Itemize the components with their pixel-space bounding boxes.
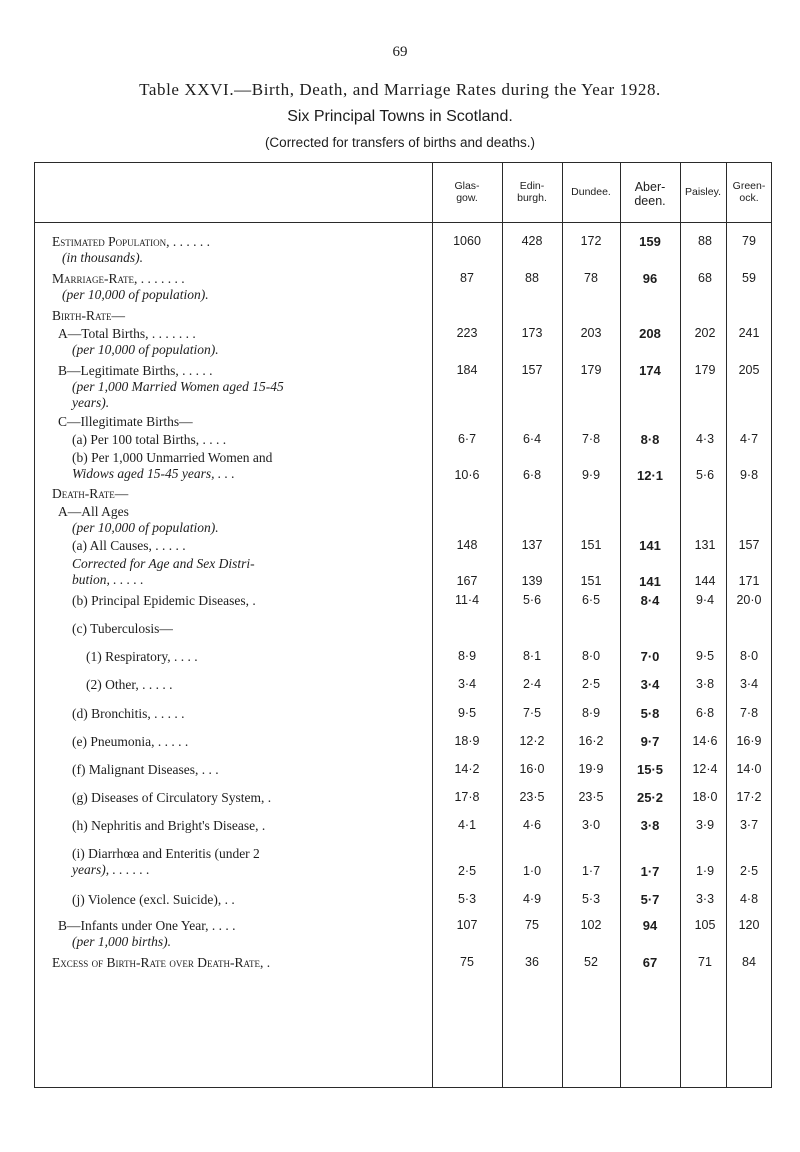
row-label: (c) Tuberculosis— [72, 621, 173, 636]
table-cell: 8·8 [640, 432, 660, 447]
table-cell: 6·8 [522, 468, 542, 482]
table-cell: 88 [525, 271, 539, 285]
table-cell: 3·4 [739, 677, 759, 691]
table-cell: 9·4 [695, 593, 715, 607]
row-label: (b) Per 1,000 Unmarried Women and [72, 450, 273, 465]
row-sublabel: Widows aged 15-45 years, . . . [72, 466, 235, 481]
row-label: Birth-Rate— [52, 308, 125, 323]
table-cell: 25·2 [636, 790, 664, 805]
row-sublabel: bution, . . . . . [72, 572, 144, 587]
table-cell: 2·5 [739, 864, 759, 878]
table-cell: 75 [460, 955, 474, 969]
table-cell: 10·6 [454, 468, 480, 482]
row-label: (i) Diarrhœa and Enteritis (under 2 [72, 846, 260, 861]
table-cell: 5·3 [581, 892, 601, 906]
table-cell: 2·5 [457, 864, 477, 878]
table-cell: 174 [639, 363, 661, 378]
table-cell: 8·0 [739, 649, 759, 663]
row-sublabel: (per 1,000 births). [72, 934, 171, 949]
column-header-dundee: Dundee. [571, 186, 611, 198]
row-label: Estimated Population, . . . . . . [52, 234, 211, 249]
row-label: Death-Rate— [52, 486, 129, 501]
table-cell: 102 [580, 918, 602, 932]
row-label: Corrected for Age and Sex Distri- [72, 556, 255, 571]
table-cell: 208 [639, 326, 661, 341]
table-cell: 96 [642, 271, 658, 286]
row-label: (f) Malignant Diseases, . . . [72, 762, 219, 777]
table-cell: 15·5 [636, 762, 664, 777]
table-cell: 131 [694, 538, 716, 552]
table-cell: 1060 [453, 234, 481, 248]
table-cell: 3·9 [695, 818, 715, 832]
table-cell: 179 [580, 363, 602, 377]
table-cell: 179 [694, 363, 716, 377]
table-cell: 202 [694, 326, 716, 340]
table-cell: 4·7 [739, 432, 759, 446]
table-cell: 84 [742, 955, 756, 969]
row-label: Marriage-Rate, . . . . . . . [52, 271, 185, 286]
table-cell: 5·8 [640, 706, 660, 721]
table-cell: 52 [584, 955, 598, 969]
table-cell: 6·7 [457, 432, 477, 446]
table-cell: 7·8 [739, 706, 759, 720]
table-cell: 1·0 [522, 864, 542, 878]
table-cell: 11·4 [454, 593, 480, 607]
table-cell: 2·4 [522, 677, 542, 691]
table-cell: 5·6 [522, 593, 542, 607]
table-cell: 23·5 [578, 790, 604, 804]
column-divider [502, 162, 503, 1088]
row-sublabel: (per 10,000 of population). [62, 287, 209, 302]
table-cell: 151 [580, 574, 602, 588]
page-number: 69 [392, 44, 408, 60]
table-cell: 36 [525, 955, 539, 969]
row-sublabel: (per 10,000 of population). [72, 520, 219, 535]
table-title: Table XXVI.—Birth, Death, and Marriage Rates during the Year 1928. [139, 80, 661, 99]
table-cell: 4·6 [522, 818, 542, 832]
table-cell: 184 [456, 363, 478, 377]
table-cell: 88 [698, 234, 712, 248]
row-sublabel: years). [72, 395, 110, 410]
column-header-edinburgh: Edin- burgh. [517, 180, 547, 204]
table-cell: 5·3 [457, 892, 477, 906]
table-cell: 171 [738, 574, 760, 588]
table-cell: 428 [521, 234, 543, 248]
table-cell: 3·7 [739, 818, 759, 832]
table-cell: 1·7 [640, 864, 660, 879]
table-cell: 7·8 [581, 432, 601, 446]
table-cell: 7·5 [522, 706, 542, 720]
row-label: (h) Nephritis and Bright's Disease, . [72, 818, 266, 833]
table-cell: 151 [580, 538, 602, 552]
table-cell: 14·2 [454, 762, 480, 776]
table-cell: 3·8 [695, 677, 715, 691]
table-cell: 9·7 [640, 734, 660, 749]
column-divider [680, 162, 681, 1088]
row-label: A—Total Births, . . . . . . . [58, 326, 196, 341]
table-cell: 23·5 [519, 790, 545, 804]
table-cell: 157 [738, 538, 760, 552]
table-cell: 17·8 [454, 790, 480, 804]
table-cell: 87 [460, 271, 474, 285]
table-cell: 8·9 [457, 649, 477, 663]
table-cell: 20·0 [736, 593, 762, 607]
table-cell: 17·2 [736, 790, 762, 804]
row-label: (d) Bronchitis, . . . . . [72, 706, 185, 721]
table-cell: 67 [642, 955, 658, 970]
column-header-paisley: Paisley. [685, 186, 721, 198]
table-cell: 9·5 [695, 649, 715, 663]
row-label: (e) Pneumonia, . . . . . [72, 734, 189, 749]
row-label: A—All Ages [58, 504, 129, 519]
table-cell: 2·5 [581, 677, 601, 691]
table-cell: 173 [521, 326, 543, 340]
table-cell: 159 [639, 234, 661, 249]
table-cell: 6·5 [581, 593, 601, 607]
table-cell: 14·0 [736, 762, 762, 776]
row-sublabel: (in thousands). [62, 250, 143, 265]
table-cell: 1·7 [581, 864, 601, 878]
table-cell: 139 [521, 574, 543, 588]
table-cell: 6·8 [695, 706, 715, 720]
table-cell: 12·4 [692, 762, 718, 776]
table-cell: 3·4 [640, 677, 660, 692]
table-cell: 16·2 [578, 734, 604, 748]
table-cell: 18·0 [692, 790, 718, 804]
table-cell: 107 [456, 918, 478, 932]
table-cell: 9·9 [581, 468, 601, 482]
column-header-glasgow: Glas- gow. [454, 180, 480, 204]
table-note: (Corrected for transfers of births and deaths.) [264, 135, 536, 150]
table-cell: 16·9 [736, 734, 762, 748]
row-label: Excess of Birth-Rate over Death-Rate, . [52, 955, 271, 970]
row-label: (b) Principal Epidemic Diseases, . [72, 593, 256, 608]
row-label: C—Illegitimate Births— [58, 414, 193, 429]
table-cell: 3·3 [695, 892, 715, 906]
table-cell: 4·3 [695, 432, 715, 446]
table-cell: 16·0 [519, 762, 545, 776]
table-cell: 78 [584, 271, 598, 285]
table-cell: 12·2 [519, 734, 545, 748]
table-cell: 94 [642, 918, 658, 933]
table-cell: 71 [698, 955, 712, 969]
table-cell: 4·9 [522, 892, 542, 906]
row-label: (j) Violence (excl. Suicide), . . [72, 892, 235, 907]
table-cell: 9·8 [739, 468, 759, 482]
table-cell: 157 [521, 363, 543, 377]
table-cell: 1·9 [695, 864, 715, 878]
table-cell: 144 [694, 574, 716, 588]
row-label: (1) Respiratory, . . . . [86, 649, 198, 664]
table-cell: 75 [525, 918, 539, 932]
table-cell: 5·7 [640, 892, 660, 907]
table-cell: 141 [639, 574, 661, 589]
table-cell: 14·6 [692, 734, 718, 748]
column-header-aberdeen: Aber- deen. [634, 180, 666, 208]
table-cell: 167 [456, 574, 478, 588]
table-cell: 172 [580, 234, 602, 248]
table-cell: 4·8 [739, 892, 759, 906]
table-cell: 8·1 [522, 649, 542, 663]
column-divider [726, 162, 727, 1088]
table-cell: 137 [521, 538, 543, 552]
row-label: B—Legitimate Births, . . . . . [58, 363, 213, 378]
table-cell: 7·0 [640, 649, 660, 664]
row-label: B—Infants under One Year, . . . . [58, 918, 236, 933]
table-cell: 9·5 [457, 706, 477, 720]
table-cell: 6·4 [522, 432, 542, 446]
table-cell: 79 [742, 234, 756, 248]
table-cell: 59 [742, 271, 756, 285]
table-cell: 203 [580, 326, 602, 340]
row-sublabel: years), . . . . . . [72, 862, 150, 877]
table-cell: 141 [639, 538, 661, 553]
table-cell: 105 [694, 918, 716, 932]
header-divider [34, 222, 772, 223]
row-label: (a) All Causes, . . . . . [72, 538, 186, 553]
table-cell: 3·4 [457, 677, 477, 691]
table-cell: 205 [738, 363, 760, 377]
column-header-greenock: Green- ock. [732, 180, 766, 204]
table-cell: 5·6 [695, 468, 715, 482]
table-cell: 120 [738, 918, 760, 932]
table-cell: 241 [738, 326, 760, 340]
row-sublabel: (per 1,000 Married Women aged 15-45 [72, 379, 284, 394]
table-cell: 8·9 [581, 706, 601, 720]
row-label: (g) Diseases of Circulatory System, . [72, 790, 272, 805]
table-cell: 8·4 [640, 593, 660, 608]
table-cell: 223 [456, 326, 478, 340]
row-sublabel: (per 10,000 of population). [72, 342, 219, 357]
table-cell: 4·1 [457, 818, 477, 832]
table-subtitle: Six Principal Towns in Scotland. [287, 108, 513, 125]
table-cell: 12·1 [636, 468, 664, 483]
table-cell: 68 [698, 271, 712, 285]
column-divider [620, 162, 621, 1088]
table-cell: 148 [456, 538, 478, 552]
table-cell: 3·0 [581, 818, 601, 832]
table-cell: 18·9 [454, 734, 480, 748]
row-label: (a) Per 100 total Births, . . . . [72, 432, 227, 447]
row-label: (2) Other, . . . . . [86, 677, 173, 692]
table-cell: 19·9 [578, 762, 604, 776]
table-cell: 3·8 [640, 818, 660, 833]
column-divider [562, 162, 563, 1088]
table-cell: 8·0 [581, 649, 601, 663]
